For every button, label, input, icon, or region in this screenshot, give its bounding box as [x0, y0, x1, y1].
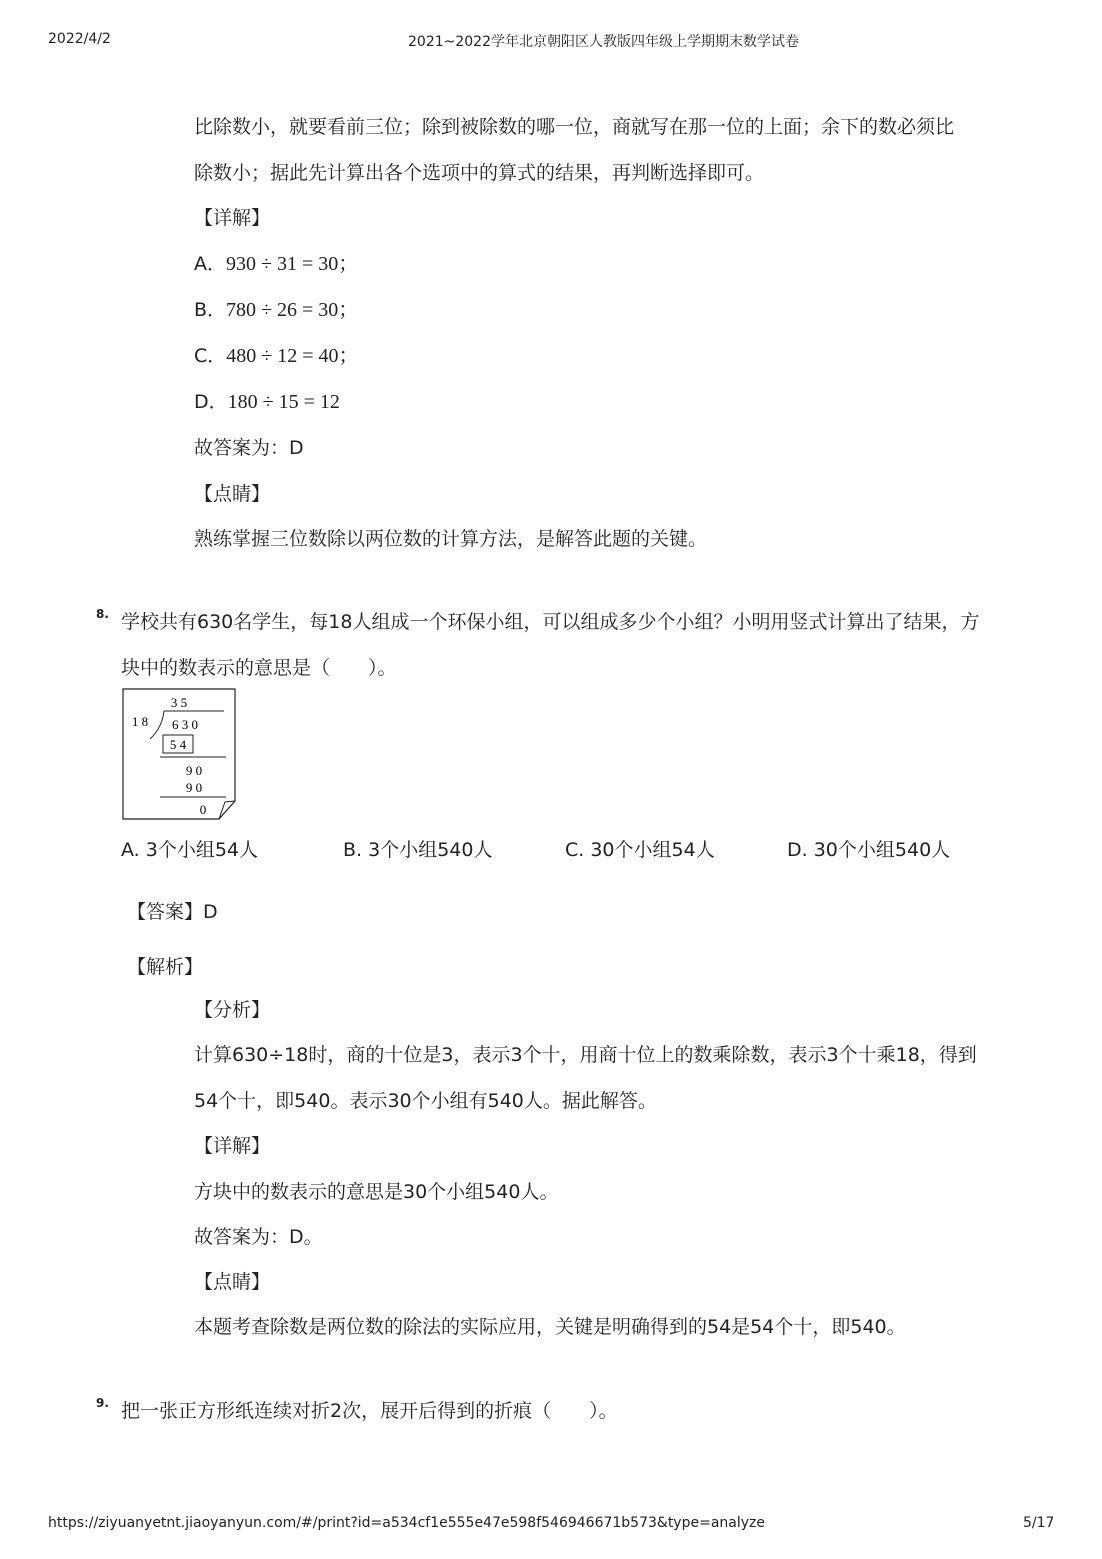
q8-detail-tag: 【详解】	[194, 1135, 271, 1157]
item-letter: B．	[194, 299, 227, 321]
item-letter: D．	[194, 391, 228, 413]
q8-answer: 【答案】D	[127, 901, 218, 923]
option-c: C. 30个小组54人	[565, 839, 715, 861]
item-expression: 480 ÷ 12 = 40；	[226, 345, 359, 367]
long-division-figure	[122, 688, 238, 822]
remainder: 0	[199, 802, 207, 817]
q8-detail-text: 方块中的数表示的意思是30个小组540人。	[194, 1181, 559, 1203]
option-a: A. 3个小组54人	[121, 839, 259, 861]
item-expression: 930 ÷ 31 = 30；	[226, 253, 359, 275]
q8-fenxi-line1: 计算630÷18时，商的十位是3，表示3个十，用商十位上的数乘除数，表示3个十乘18，得到	[194, 1044, 977, 1066]
q7-item-d	[194, 389, 340, 415]
quotient: 3 5	[170, 695, 188, 710]
q7-analysis-line2: 除数小；据此先计算出各个选项中的算式的结果，再判断选择即可。	[194, 162, 765, 184]
q7-analysis-line1: 比除数小，就要看前三位；除到被除数的哪一位，商就写在那一位的上面；余下的数必须比	[194, 116, 955, 138]
item-letter: C．	[194, 345, 227, 367]
q8-stem-line2: 块中的数表示的意思是（ ）。	[121, 657, 397, 679]
q8-tip-tag: 【点睛】	[194, 1271, 271, 1293]
question-number: 9.	[96, 1396, 109, 1410]
q7-detail-tag: 【详解】	[194, 207, 271, 229]
option-b: B. 3个小组540人	[343, 839, 493, 861]
page-url-link[interactable]: https://ziyuanyetnt.jiaoyanyun.com/#/print?id=a534cf1e555e47e598f546946671b573&type=analyze	[48, 1515, 765, 1531]
dividend: 6 3 0	[172, 717, 198, 732]
item-letter: A．	[194, 253, 226, 275]
q8-tip-text: 本题考查除数是两位数的除法的实际应用，关键是明确得到的54是54个十，即540。	[194, 1316, 906, 1338]
q8-stem-line1: 学校共有630名学生，每18人组成一个环保小组，可以组成多少个小组？小明用竖式计算出了结果，方	[121, 611, 980, 633]
q7-answer-line: 故答案为：D	[194, 437, 304, 459]
q7-item-c	[194, 343, 359, 369]
q7-tip-text: 熟练掌握三位数除以两位数的计算方法，是解答此题的关键。	[194, 528, 708, 550]
q7-item-b	[194, 297, 358, 323]
page-number: 5/17	[1023, 1515, 1055, 1531]
q8-fenxi-line2: 54个十，即540。表示30个小组有540人。据此解答。	[194, 1090, 657, 1112]
divisor: 1 8	[131, 714, 149, 729]
q9-stem: 把一张正方形纸连续对折2次，展开后得到的折痕（ ）。	[121, 1400, 618, 1422]
q8-answer-line: 故答案为：D。	[194, 1226, 323, 1248]
print-date: 2022/4/2	[48, 31, 111, 47]
partial-product: 9 0	[185, 780, 203, 795]
question-number: 8.	[96, 607, 109, 621]
item-expression: 780 ÷ 26 = 30；	[226, 299, 359, 321]
q7-item-a	[194, 251, 358, 277]
option-d: D. 30个小组540人	[787, 839, 951, 861]
partial-dividend: 9 0	[185, 763, 203, 778]
q8-fenxi-tag: 【分析】	[194, 999, 271, 1021]
boxed-product: 5 4	[169, 737, 187, 752]
q8-analysis-tag: 【解析】	[127, 956, 204, 978]
item-expression: 180 ÷ 15 = 12	[227, 391, 340, 413]
q7-tip-tag: 【点睛】	[194, 483, 271, 505]
document-title: 2021~2022学年北京朝阳区人教版四年级上学期期末数学试卷	[408, 34, 799, 50]
